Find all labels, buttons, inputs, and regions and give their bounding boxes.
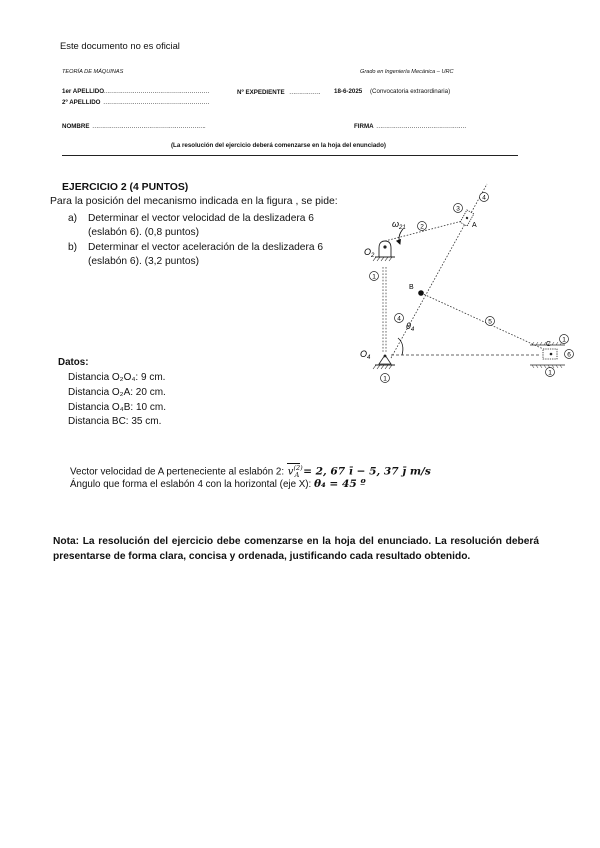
svg-text:1: 1 (372, 273, 376, 281)
course-name: TEORÍA DE MÁQUINAS (62, 69, 124, 75)
dato-line: Distancia O₂O₄: 9 cm. (68, 372, 166, 383)
exam-session: (Convocatoria extraordinaria) (370, 88, 451, 95)
exercise-title: EJERCICIO 2 (4 PUNTOS) (62, 182, 189, 193)
note-paragraph: Nota: La resolución del ejercicio debe comenzarse en la hoja del enunciado. La resolución deberá presentarse de forma clara, concisa y ordenada, justificando cada resultado obtenido. (53, 536, 539, 562)
question-marker: b) (68, 241, 78, 253)
datos-list (68, 371, 166, 430)
velocity-label: Vector velocidad de A perteneciente al eslabón 2: (70, 466, 285, 478)
exercise-intro: Para la posición del mecanismo indicada en la figura , se pide: (50, 196, 338, 207)
question-line: Determinar el vector aceleración de la deslizadera 6 (88, 241, 323, 253)
o2-support (373, 241, 395, 261)
svg-text:4: 4 (482, 194, 486, 202)
svg-text:1: 1 (548, 369, 552, 377)
mechanism-diagram (350, 172, 580, 387)
dato-line: Distancia O₄B: 10 cm. (68, 401, 167, 413)
question-marker: a) (68, 213, 78, 224)
label-o2: $O_2$ (364, 247, 375, 259)
apellido2-field[interactable]: ……………………………………………… (103, 99, 210, 106)
label-a: A (472, 222, 477, 229)
firma-label: FIRMA (354, 123, 374, 130)
svg-text:6: 6 (567, 351, 571, 359)
theta-arc (398, 338, 403, 355)
svg-text:3: 3 (456, 205, 460, 213)
expediente-field[interactable]: ……………. (289, 89, 320, 96)
label-theta: $\theta_4$ (406, 321, 415, 333)
question-list (68, 212, 323, 269)
instruction-text: (La resolución del ejercicio deberá comenzarse en la hoja del enunciado) (171, 142, 386, 149)
link-number-badge (370, 272, 379, 281)
link-number-badge (546, 368, 555, 377)
angle-label: Ángulo que forma el eslabón 4 con la horizontal (eje X): (70, 479, 312, 490)
dato-line: Distancia BC: 35 cm. (68, 416, 162, 428)
link-number-badge (381, 374, 390, 383)
angle-value: θ₄ = 45 º (314, 478, 366, 490)
label-o4: $O_4$ (360, 349, 371, 361)
link-number-badge (565, 350, 574, 359)
question-line: Determinar el vector velocidad de la deslizadera 6 (88, 213, 314, 224)
watermark-text: Este documento no es oficial (60, 40, 180, 51)
degree-name: Grado en Ingeniería Mecánica – URC (360, 69, 454, 75)
expediente-label: Nº EXPEDIENTE (237, 89, 285, 96)
point-b (418, 290, 424, 296)
apellido1-field[interactable]: ……………………………………………… (103, 88, 210, 95)
nombre-label: NOMBRE (62, 123, 90, 130)
question-item (68, 241, 323, 270)
velocity-value: = 2, 67 ī − 5, 37 j̄ m/s (303, 465, 431, 478)
dato-line: Distancia O₂A: 20 cm. (68, 386, 166, 398)
question-line: (eslabón 6). (0,8 puntos) (88, 227, 199, 239)
velocity-line (70, 463, 431, 479)
link-number-badge (480, 193, 489, 202)
velocity-symbol: $v^{(2)}_A$ (287, 464, 303, 480)
svg-text:2: 2 (420, 223, 424, 231)
question-line: (eslabón 6). (3,2 puntos) (88, 255, 199, 267)
svg-text:4: 4 (397, 315, 401, 323)
firma-field[interactable]: ………………………………………. (376, 123, 466, 130)
label-omega: $\omega_{21}$ (392, 219, 406, 231)
svg-text:1: 1 (383, 375, 387, 383)
apellido2-label: 2º APELLIDO (62, 99, 101, 106)
header-divider (62, 155, 518, 156)
link-number-badge (454, 204, 463, 213)
apellido1-label: 1er APELLIDO (62, 88, 105, 95)
nombre-field[interactable]: …………………………………………………. (92, 123, 206, 130)
exam-date: 18-6-2025 (334, 88, 363, 95)
question-item (68, 212, 323, 241)
datos-title: Datos: (58, 357, 89, 368)
link-4-line (391, 184, 487, 358)
svg-text:5: 5 (488, 318, 492, 326)
link-number-badge (486, 317, 495, 326)
label-b: B (409, 284, 414, 291)
svg-text:1: 1 (562, 336, 566, 344)
link-number-badge (418, 222, 427, 231)
label-c: C (546, 341, 552, 348)
link-number-badge (395, 314, 404, 323)
link-number-badge (560, 335, 569, 344)
angle-line (70, 478, 366, 490)
